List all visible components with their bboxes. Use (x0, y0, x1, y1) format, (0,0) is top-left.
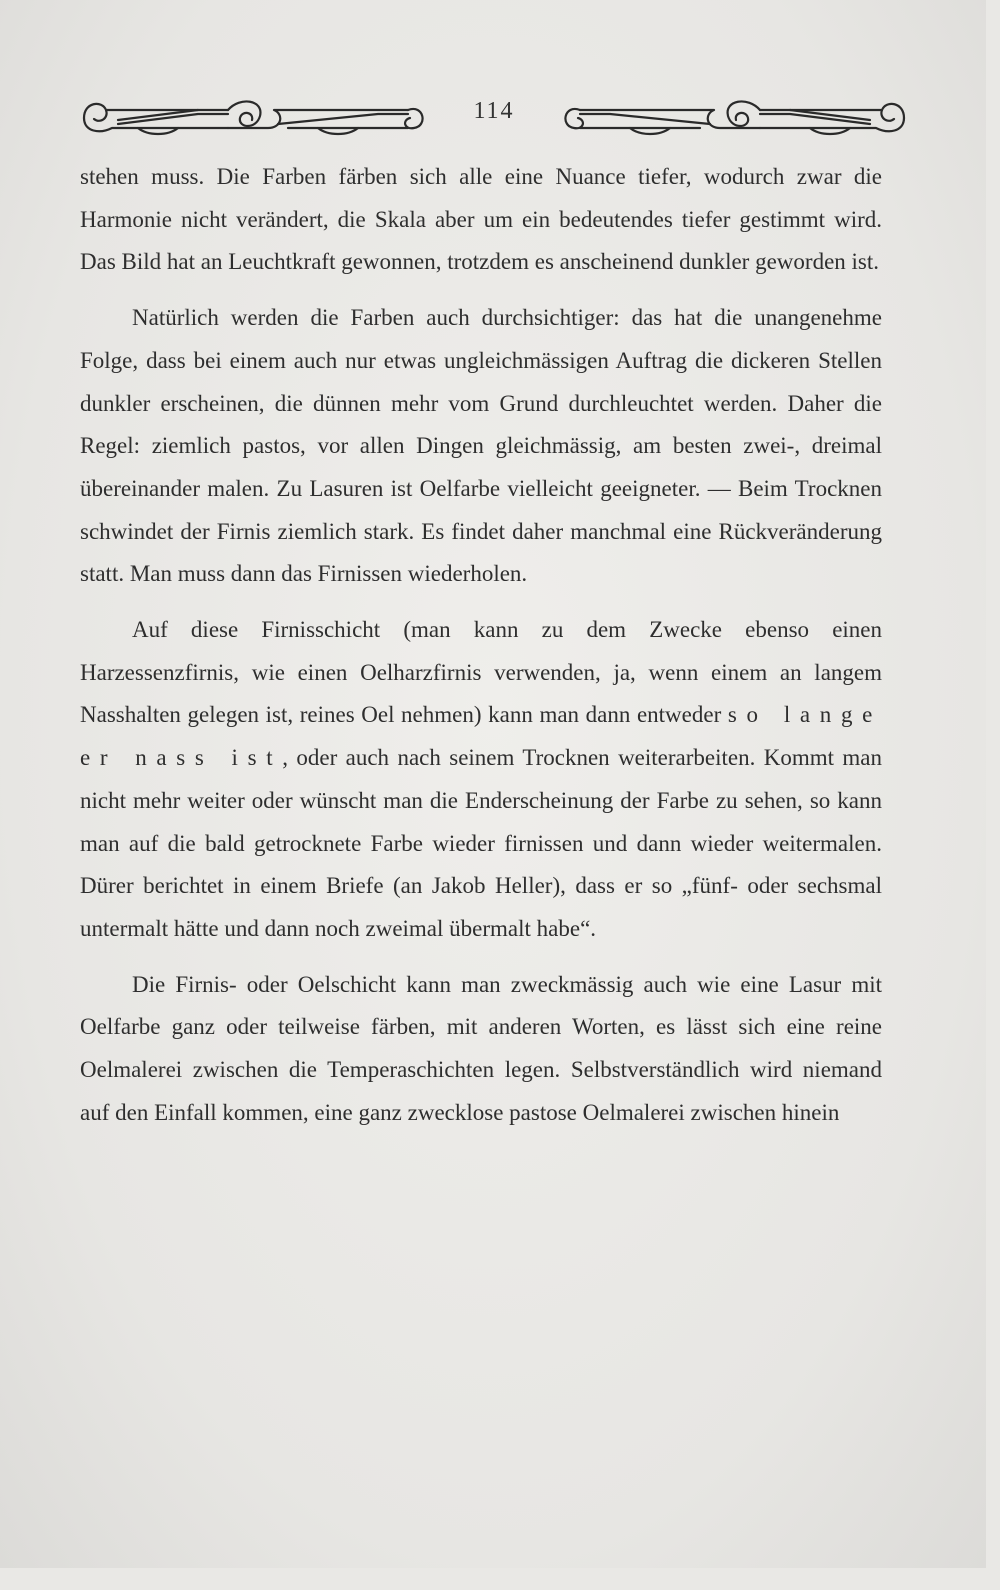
art-nouveau-ornament-right (558, 88, 910, 142)
paragraph-text: stehen muss. Die Farben färben sich alle eine Nuance tiefer, wodurch zwar die Harmonie nicht verändert, die Skala aber um ein bedeutendes tiefer gestimmt wird. Das Bild hat an Leuchtkraft gewonnen, trotzdem es anscheinend dunkler geworden ist. (80, 164, 882, 275)
paragraph-text: Die Firnis- oder Oelschicht kann man zweckmässig auch wie eine Lasur mit Oelfarbe ganz oder teilweise färben, mit anderen Worten, es lässt sich eine reine Oelmalerei zwischen die Temperaschichten legen. Selbstverständlich wird niemand auf den Einfall kommen, eine ganz zwecklose pastose Oelmalerei zwischen hinein (80, 971, 882, 1125)
paragraph (80, 156, 882, 284)
paragraph-text: , oder auch nach seinem Trocknen weiterarbeiten. Kommt man nicht mehr weiter oder wünscht man die Enderscheinung der Farbe zu sehen, so kann man auf die bald getrocknete Farbe wieder firnissen und dann wieder weitermalen. Dürer berichtet in einem Briefe (an Jakob Heller), dass er so „fünf- oder sechsmal untermalt hätte und dann noch zweimal übermalt habe“. (80, 745, 882, 941)
paragraph-text: Natürlich werden die Farben auch durchsichtiger: das hat die unangenehme Folge, dass bei einem auch nur etwas ungleichmässigen Auftrag die dickeren Stellen dunkler erscheinen, die dünnen mehr vom Grund durchleuchtet werden. Daher die Regel: ziemlich pastos, vor allen Dingen gleichmässig, am besten zwei-, dreimal übereinander malen. Zu Lasuren ist Oelfarbe vielleicht geeigneter. — Beim Trocknen schwindet der Firnis ziemlich stark. Es findet daher manchmal eine Rückveränderung statt. Man muss dann das Firnissen wiederholen. (80, 305, 882, 587)
spaced-emphasis-text: so lange er nass ist (80, 702, 882, 771)
page-number: 114 (473, 98, 515, 124)
paragraph (80, 297, 882, 596)
body-text (80, 156, 882, 1147)
paragraph (80, 964, 882, 1135)
page-header (78, 88, 910, 142)
paragraph (80, 609, 882, 951)
paragraph-text: Auf diese Firnisschicht (man kann zu dem Zwecke ebenso einen Harzessenzfirnis, wie einen Oelharzfirnis verwenden, ja, wenn einem an langem Nasshalten gelegen ist, reines Oel nehmen) kann man dann entweder (80, 617, 882, 728)
